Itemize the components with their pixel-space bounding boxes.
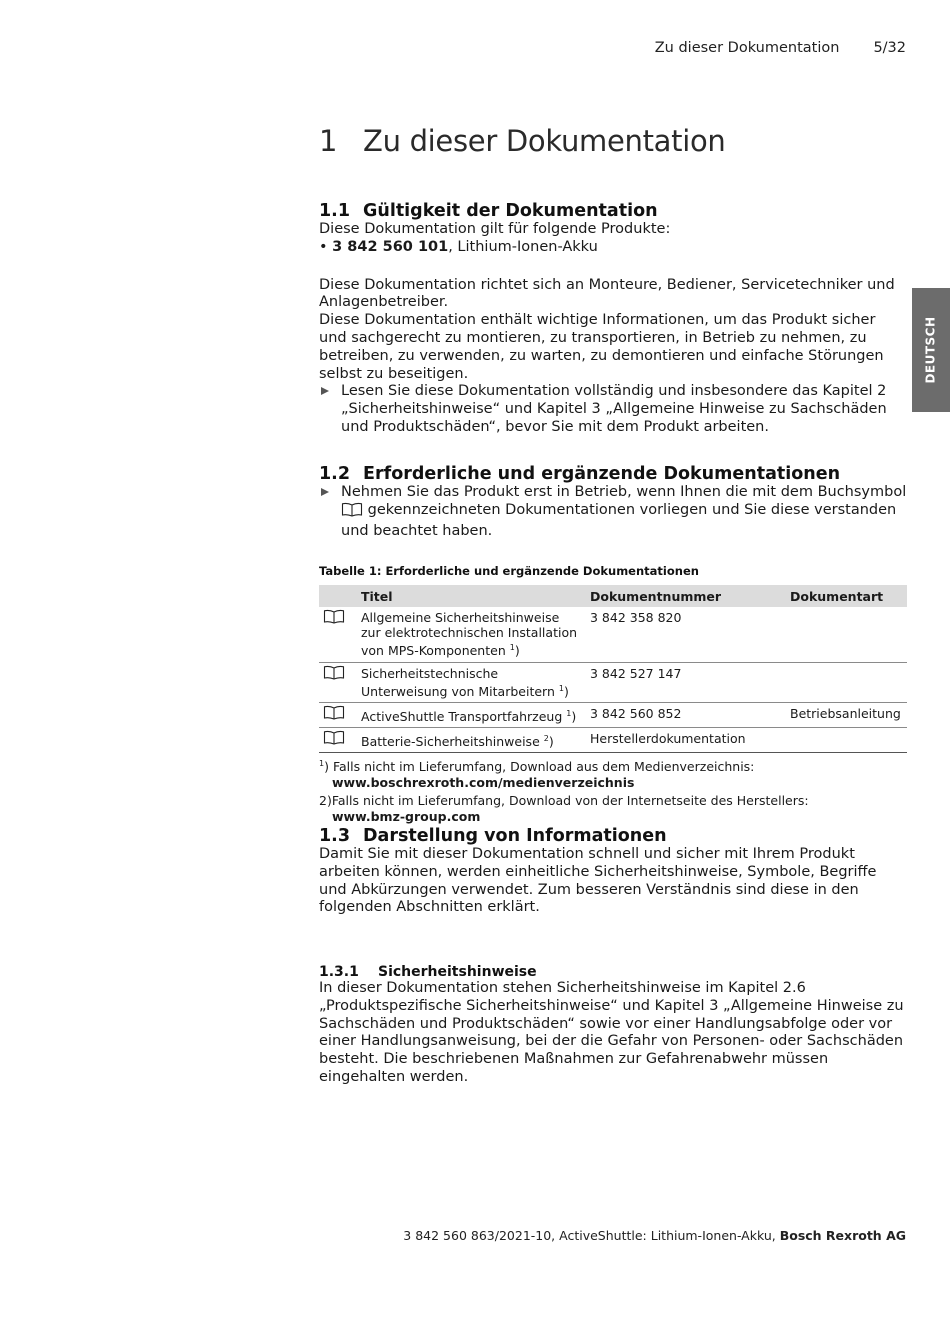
table-row (319, 662, 907, 702)
table-row (319, 607, 907, 662)
running-header (655, 40, 906, 56)
section-number: 1.2 (319, 464, 351, 484)
table-caption: Tabelle 1: Erforderliche und ergänzende Dokumentationen (319, 564, 699, 579)
row-icon-cell (319, 607, 357, 662)
table-row (319, 727, 907, 752)
book-icon (323, 668, 345, 683)
footnote-1-mark: 1 (319, 759, 325, 769)
row-title (357, 662, 586, 702)
row-title-text: Sicherheitstechnische Unterweisung von Mitarbeitern (361, 665, 555, 699)
audience-paragraph: Diese Dokumentation richtet sich an Monteure, Bediener, Servicetechniker und Anlagenbetreiber. (319, 276, 895, 311)
footnote-ref: 1 (558, 683, 564, 693)
section-number: 1.1 (319, 201, 351, 221)
product-name: , Lithium-Ionen-Akku (448, 238, 598, 255)
section-1-2 (319, 464, 907, 825)
footnote-1-text: ) Falls nicht im Lieferumfang, Download aus dem Medienverzeichnis: (324, 759, 755, 775)
section-title: Erforderliche und ergänzende Dokumentationen (363, 464, 841, 484)
footnote-ref-close: ) (571, 708, 577, 724)
row-number: 3 842 527 147 (586, 662, 786, 702)
row-title-text: ActiveShuttle Transportfahrzeug (361, 708, 563, 724)
book-icon (323, 708, 345, 723)
row-type (786, 662, 907, 702)
table-header-row (319, 585, 907, 607)
row-icon-cell (319, 702, 357, 727)
footer-company: Bosch Rexroth AG (779, 1228, 906, 1243)
footnote-ref-close: ) (514, 643, 520, 659)
action-arrow-icon (321, 488, 329, 496)
row-icon-cell (319, 662, 357, 702)
row-title (357, 607, 586, 662)
column-header-type: Dokumentart (786, 585, 907, 607)
purpose-paragraph: Diese Dokumentation enthält wichtige Informationen, um das Produkt sicher und sachgerecht zu montieren, zu transportieren, in Betrieb zu nehmen, zu betreiben, zu verwenden, zu warten, zu demontieren und einfache Störungen selbst zu beseitigen. (319, 312, 884, 382)
language-tab-label: DEUTSCH (924, 316, 938, 384)
footnote-ref: 1 (566, 708, 572, 718)
row-icon-cell (319, 727, 357, 752)
table-row (319, 702, 907, 727)
language-tab (912, 288, 950, 412)
product-list-item (319, 239, 907, 257)
book-icon (323, 733, 345, 748)
footnote-ref: 1 (509, 643, 515, 653)
row-title-text: Allgemeine Sicherheitshinweise zur elektrotechnischen Installation von MPS-Komponenten (361, 610, 578, 659)
row-title (357, 702, 586, 727)
footnote-1-url: www.boschrexroth.com/medienverzeichnis (332, 775, 635, 791)
action-text-part2: gekennzeichneten Dokumentationen vorliegen und Sie diese verstanden und beachtet haben. (341, 501, 897, 539)
footnote-2 (319, 793, 907, 825)
section-number: 1.3 (319, 826, 351, 846)
subsection-number: 1.3.1 (319, 964, 359, 980)
footnote-ref: 2 (543, 733, 549, 743)
validity-intro: Diese Dokumentation gilt für folgende Produkte: (319, 221, 671, 237)
section-heading (319, 826, 907, 846)
book-icon (323, 612, 345, 627)
row-type: Betriebsanleitung (786, 702, 907, 727)
row-number: Herstellerdokumentation (586, 727, 786, 752)
subsection-heading (319, 964, 907, 980)
footnote-1 (319, 756, 907, 791)
action-text-part1: Nehmen Sie das Produkt erst in Betrieb, wenn Ihnen die mit dem Buchsymbol (341, 484, 907, 500)
bullet-marker: • (319, 238, 328, 255)
product-number: 3 842 560 101 (332, 238, 449, 255)
page-footer (403, 1228, 906, 1243)
section-heading (319, 201, 907, 221)
chapter-title-text: Zu dieser Dokumentation (363, 124, 726, 158)
chapter-number: 1 (319, 124, 338, 158)
row-number: 3 842 358 820 (586, 607, 786, 662)
row-type (786, 727, 907, 752)
icon-column-header (319, 585, 357, 607)
footer-document-info: 3 842 560 863/2021-10, ActiveShuttle: Lithium-Ionen-Akku, (403, 1228, 776, 1243)
safety-notes-paragraph: In dieser Dokumentation stehen Sicherheitshinweise im Kapitel 2.6 „Produktspezifische Sicherheitshinweise“ und Kapitel 3 „Allgemeine Hinweise zu Sachschäden und Produktschäden“ sowie vor einer Handlungsabfolge oder vor einer Handlungsanweisung, bei der die Gefahr von Personen- oder Sachschäden besteht. Die beschriebenen Maßnahmen zur Gefahrenabwehr müssen eingehalten werden. (319, 980, 904, 1085)
footnote-2-text: Falls nicht im Lieferumfang, Download von der Internetseite des Herstellers: (331, 793, 809, 809)
action-arrow-icon (321, 387, 329, 395)
footnote-ref-close: ) (563, 683, 569, 699)
row-type (786, 607, 907, 662)
row-title (357, 727, 586, 752)
action-instruction (319, 484, 907, 540)
section-1-1 (319, 201, 907, 437)
representation-paragraph: Damit Sie mit dieser Dokumentation schnell und sicher mit Ihrem Produkt arbeiten können, werden einheitliche Sicherheitshinweise, Symbole, Begriffe und Abkürzungen verwendet. Zum besseren Verständnis sind diese in den folgenden Abschnitten erklärt. (319, 846, 877, 916)
header-section-title: Zu dieser Dokumentation (654, 40, 840, 56)
section-1-3-1 (319, 964, 907, 1087)
footnote-ref-close: ) (548, 734, 554, 750)
section-heading (319, 464, 907, 484)
column-header-title: Titel (357, 585, 586, 607)
book-icon (341, 502, 363, 523)
row-number: 3 842 560 852 (586, 702, 786, 727)
action-instruction (319, 383, 907, 436)
subsection-title: Sicherheitshinweise (378, 964, 537, 980)
row-title-text: Batterie-Sicherheitshinweise (361, 734, 540, 750)
footnote-2-mark: 2) (319, 793, 332, 809)
action-text: Lesen Sie diese Dokumentation vollständig und insbesondere das Kapitel 2 „Sicherheitshinweise“ und Kapitel 3 „Allgemeine Hinweise zu Sachschäden und Produktschäden“, bevor Sie mit dem Produkt arbeiten. (341, 383, 887, 435)
footnote-2-url: www.bmz-group.com (332, 809, 481, 825)
section-title: Darstellung von Informationen (363, 826, 667, 846)
column-header-number: Dokumentnummer (586, 585, 786, 607)
header-page-number: 5/32 (873, 40, 906, 56)
documents-table (319, 585, 907, 753)
section-1-3 (319, 826, 907, 917)
section-title: Gültigkeit der Dokumentation (363, 201, 658, 221)
chapter-title (319, 124, 725, 158)
